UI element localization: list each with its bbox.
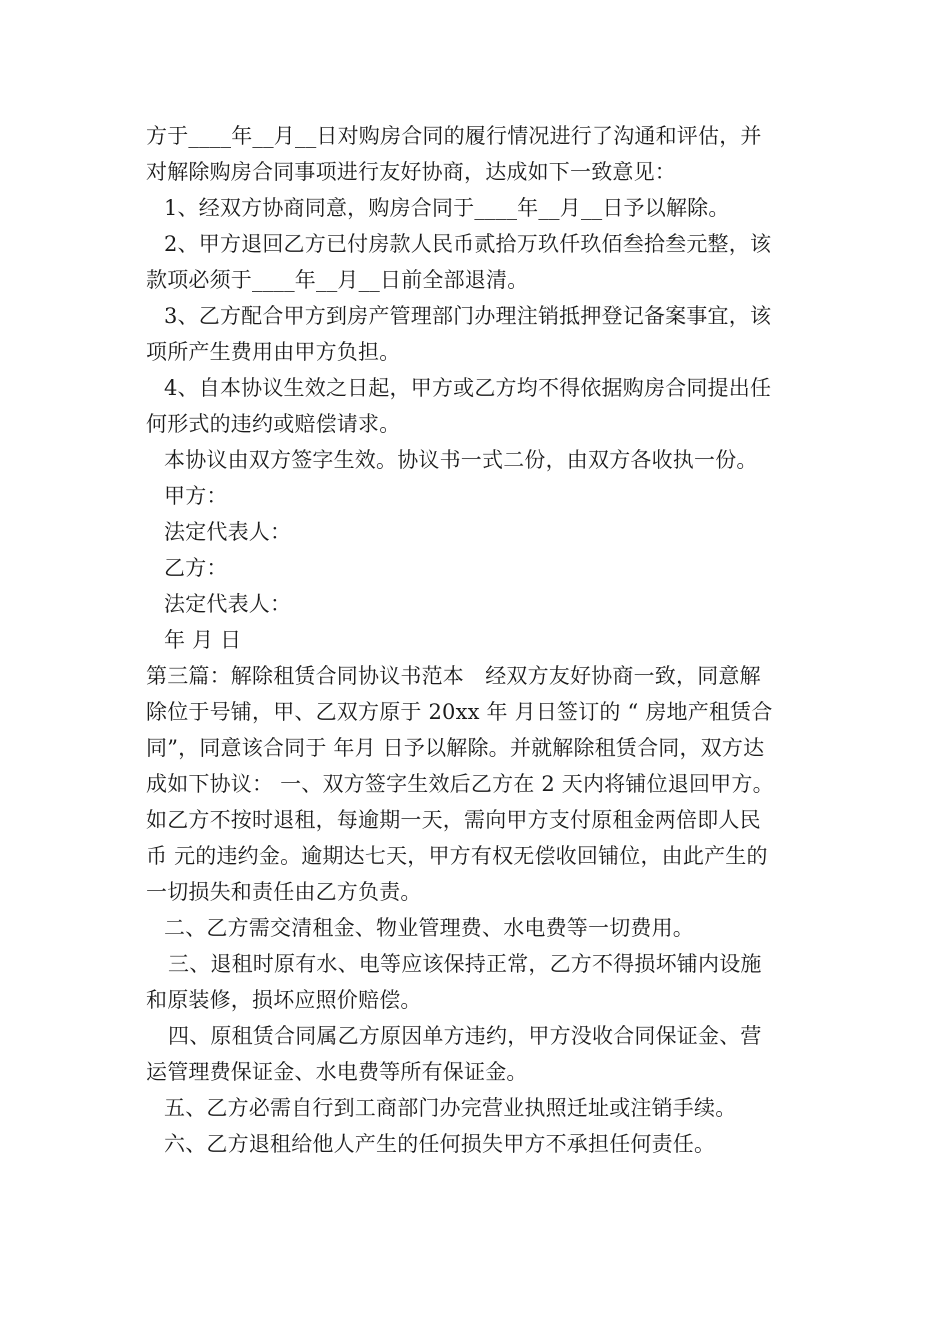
article-six: 六、乙方退租给他人产生的任何损失甲方不承担任何责任。 bbox=[164, 1132, 716, 1156]
article-three-line-2: 和原装修，损坏应照价赔偿。 bbox=[146, 988, 422, 1012]
text-line-1: 方于____年__月__日对购房合同的履行情况进行了沟通和评估，并 bbox=[146, 124, 762, 148]
clause-4-line-2: 何形式的违约或赔偿请求。 bbox=[146, 412, 401, 436]
date-line: 年 月 日 bbox=[164, 628, 242, 652]
party-a-representative-label: 法定代表人： bbox=[164, 520, 292, 544]
clause-4-line-1: 4、自本协议生效之日起，甲方或乙方均不得依据购房合同提出任 bbox=[164, 376, 772, 400]
section-three-line-5: 如乙方不按时退租，每逾期一天，需向甲方支付原租金两倍即人民 bbox=[146, 808, 761, 832]
article-four-line-1: 四、原租赁合同属乙方原因单方违约，甲方没收合同保证金、营 bbox=[168, 1024, 762, 1048]
effect-statement: 本协议由双方签字生效。协议书一式二份，由双方各收执一份。 bbox=[164, 448, 758, 472]
text-line-2: 对解除购房合同事项进行友好协商，达成如下一致意见： bbox=[146, 160, 676, 184]
section-three-line-7: 一切损失和责任由乙方负责。 bbox=[146, 880, 422, 904]
clause-2-line-2: 款项必须于____年__月__日前全部退清。 bbox=[146, 268, 529, 292]
section-three-line-1: 第三篇：解除租赁合同协议书范本 经双方友好协商一致，同意解 bbox=[146, 664, 761, 688]
article-three-line-1: 三、退租时原有水、电等应该保持正常，乙方不得损坏铺内设施 bbox=[168, 952, 762, 976]
clause-3-line-2: 项所产生费用由甲方负担。 bbox=[146, 340, 401, 364]
section-three-line-3: 同”，同意该合同于 年月 日予以解除。并就解除租赁合同，双方达 bbox=[146, 736, 765, 760]
clause-3-line-1: 3、乙方配合甲方到房产管理部门办理注销抵押登记备案事宜，该 bbox=[164, 304, 772, 328]
party-a-label: 甲方： bbox=[164, 484, 228, 508]
clause-2-line-1: 2、甲方退回乙方已付房款人民币贰拾万玖仟玖佰叁拾叁元整，该 bbox=[164, 232, 772, 256]
party-b-label: 乙方： bbox=[164, 556, 228, 580]
article-four-line-2: 运管理费保证金、水电费等所有保证金。 bbox=[146, 1060, 528, 1084]
article-five: 五、乙方必需自行到工商部门办完营业执照迁址或注销手续。 bbox=[164, 1096, 737, 1120]
clause-1-line-1: 1、经双方协商同意，购房合同于____年__月__日予以解除。 bbox=[164, 196, 730, 220]
article-two: 二、乙方需交清租金、物业管理费、水电费等一切费用。 bbox=[164, 916, 694, 940]
section-three-line-2: 除位于号铺，甲、乙双方原于 20xx 年 月日签订的 “ 房地产租赁合 bbox=[146, 700, 773, 724]
party-b-representative-label: 法定代表人： bbox=[164, 592, 292, 616]
section-three-line-4: 成如下协议： 一、双方签字生效后乙方在 2 天内将铺位退回甲方。 bbox=[146, 772, 774, 796]
section-three-line-6: 币 元的违约金。逾期达七天，甲方有权无偿收回铺位，由此产生的 bbox=[146, 844, 768, 868]
